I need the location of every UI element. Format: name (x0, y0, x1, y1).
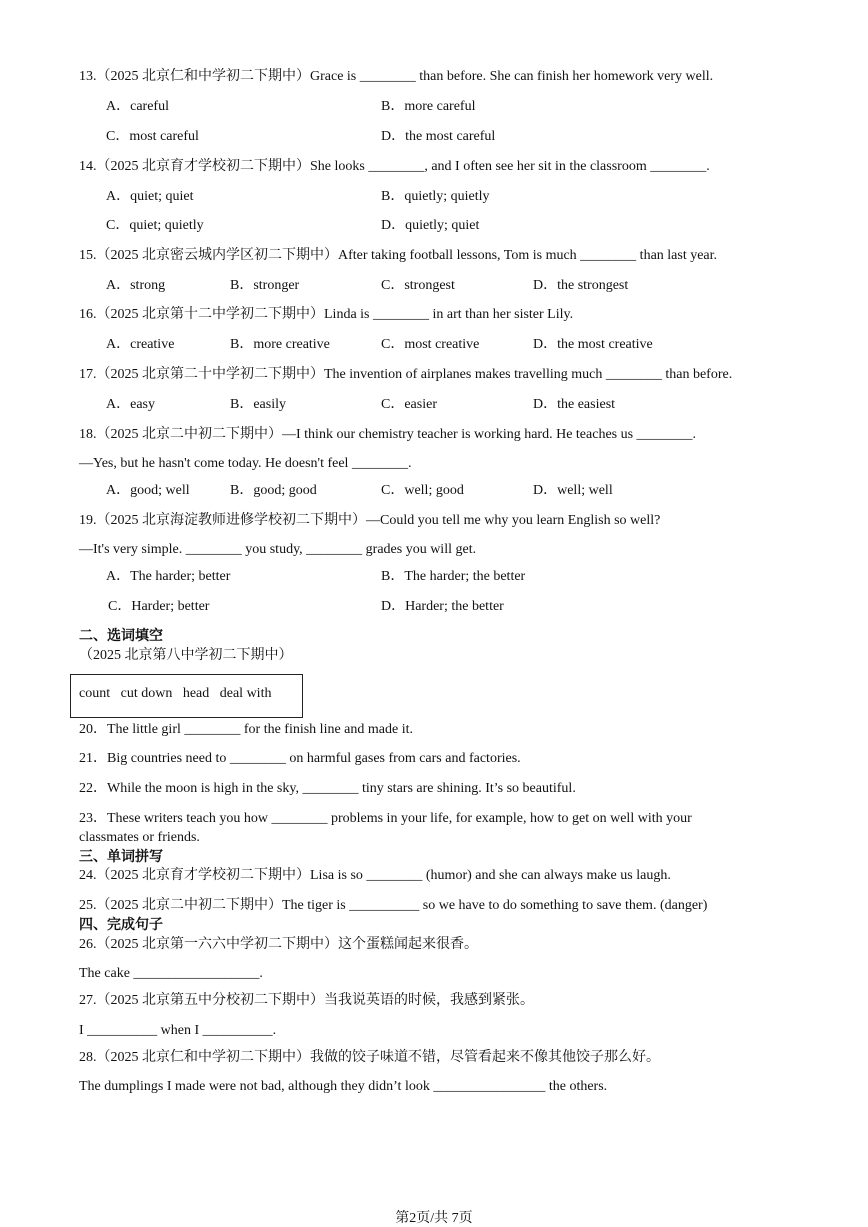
question-13-option-b: B．more careful (381, 99, 476, 114)
question-21: 21．Big countries need to ________ on harmful gases from cars and factories. (79, 751, 521, 766)
question-16-option-d: D．the most creative (533, 337, 653, 352)
page-footer: 第2页/共 7页 (395, 1211, 473, 1226)
section-3-title: 三、单词拼写 (79, 849, 163, 865)
question-13-stem: 13.（2025 北京仁和中学初二下期中）Grace is ________ than before. She can finish her homework very well. (79, 69, 714, 84)
question-18-stem: 18.（2025 北京二中初二下期中）—I think our chemistry teacher is working hard. He teaches us ________. (79, 427, 697, 442)
question-17-option-c: C．easier (381, 397, 437, 412)
question-25: 25.（2025 北京二中初二下期中）The tiger is __________ so we have to do something to save them. (danger) (79, 898, 708, 913)
question-16-stem: 16.（2025 北京第十二中学初二下期中）Linda is ________ in art than her sister Lily. (79, 307, 574, 322)
question-19-option-b: B．The harder; the better (381, 569, 526, 584)
question-15-option-c: C．strongest (381, 278, 455, 293)
question-15-stem: 15.（2025 北京密云城内学区初二下期中）After taking football lessons, Tom is much ________ than last year. (79, 248, 718, 263)
question-20: 20．The little girl ________ for the finish line and made it. (79, 722, 413, 737)
question-17-option-a: A．easy (106, 397, 155, 412)
question-13-option-a: A．careful (106, 99, 169, 114)
question-15-option-a: A．strong (106, 278, 166, 293)
question-18-stem-reply: —Yes, but he hasn't come today. He doesn't feel ________. (79, 456, 412, 471)
question-26-answer: The cake __________________. (79, 966, 263, 981)
question-14-stem: 14.（2025 北京育才学校初二下期中）She looks ________, and I often see her sit in the classroom ________. (79, 159, 710, 174)
section-2-source: （2025 北京第八中学初二下期中） (79, 648, 293, 663)
question-27-prompt: 27.（2025 北京第五中分校初二下期中）当我说英语的时候，我感到紧张。 (79, 993, 534, 1008)
section-4-title: 四、完成句子 (79, 917, 163, 933)
question-18-option-b: B．good; good (230, 483, 317, 498)
question-23-line-1: 23．These writers teach you how ________ problems in your life, for example, how to get on well with your (79, 811, 692, 826)
word-box-words: count cut down head deal with (79, 686, 272, 701)
question-13-option-d: D．the most careful (381, 129, 496, 144)
question-26-prompt: 26.（2025 北京第一六六中学初二下期中）这个蛋糕闻起来很香。 (79, 937, 478, 952)
question-24: 24.（2025 北京育才学校初二下期中）Lisa is so ________ (humor) and she can always make us laugh. (79, 868, 671, 883)
question-19-stem: 19.（2025 北京海淀教师进修学校初二下期中）—Could you tell me why you learn English so well? (79, 513, 661, 528)
question-22: 22．While the moon is high in the sky, ________ tiny stars are shining. It’s so beautiful. (79, 781, 576, 796)
question-15-option-d: D．the strongest (533, 278, 629, 293)
question-14-option-b: B．quietly; quietly (381, 189, 490, 204)
question-19-option-c: C．Harder; better (108, 599, 210, 614)
question-17-option-d: D．the easiest (533, 397, 616, 412)
question-18-option-d: D．well; well (533, 483, 613, 498)
question-18-option-c: C．well; good (381, 483, 464, 498)
question-16-option-a: A．creative (106, 337, 175, 352)
question-16-option-c: C．most creative (381, 337, 480, 352)
question-19-stem-reply: —It's very simple. ________ you study, ________ grades you will get. (79, 542, 477, 557)
question-15-option-b: B．stronger (230, 278, 300, 293)
question-27-answer: I __________ when I __________. (79, 1023, 277, 1038)
question-16-option-b: B．more creative (230, 337, 330, 352)
question-17-option-b: B．easily (230, 397, 286, 412)
question-28-prompt: 28.（2025 北京仁和中学初二下期中）我做的饺子味道不错，尽管看起来不像其他饺子那么好。 (79, 1050, 660, 1065)
question-17-stem: 17.（2025 北京第二十中学初二下期中）The invention of airplanes makes travelling much ________ than before. (79, 367, 733, 382)
question-23-line-2: classmates or friends. (79, 830, 200, 845)
question-19-option-d: D．Harder; the better (381, 599, 504, 614)
question-18-option-a: A．good; well (106, 483, 190, 498)
question-28-answer: The dumplings I made were not bad, although they didn’t look ________________ the others. (79, 1079, 608, 1094)
word-box (70, 674, 303, 718)
question-14-option-a: A．quiet; quiet (106, 189, 194, 204)
section-2-title: 二、选词填空 (79, 628, 163, 644)
question-14-option-d: D．quietly; quiet (381, 218, 480, 233)
question-14-option-c: C．quiet; quietly (106, 218, 204, 233)
question-13-option-c: C．most careful (106, 129, 199, 144)
question-19-option-a: A．The harder; better (106, 569, 231, 584)
